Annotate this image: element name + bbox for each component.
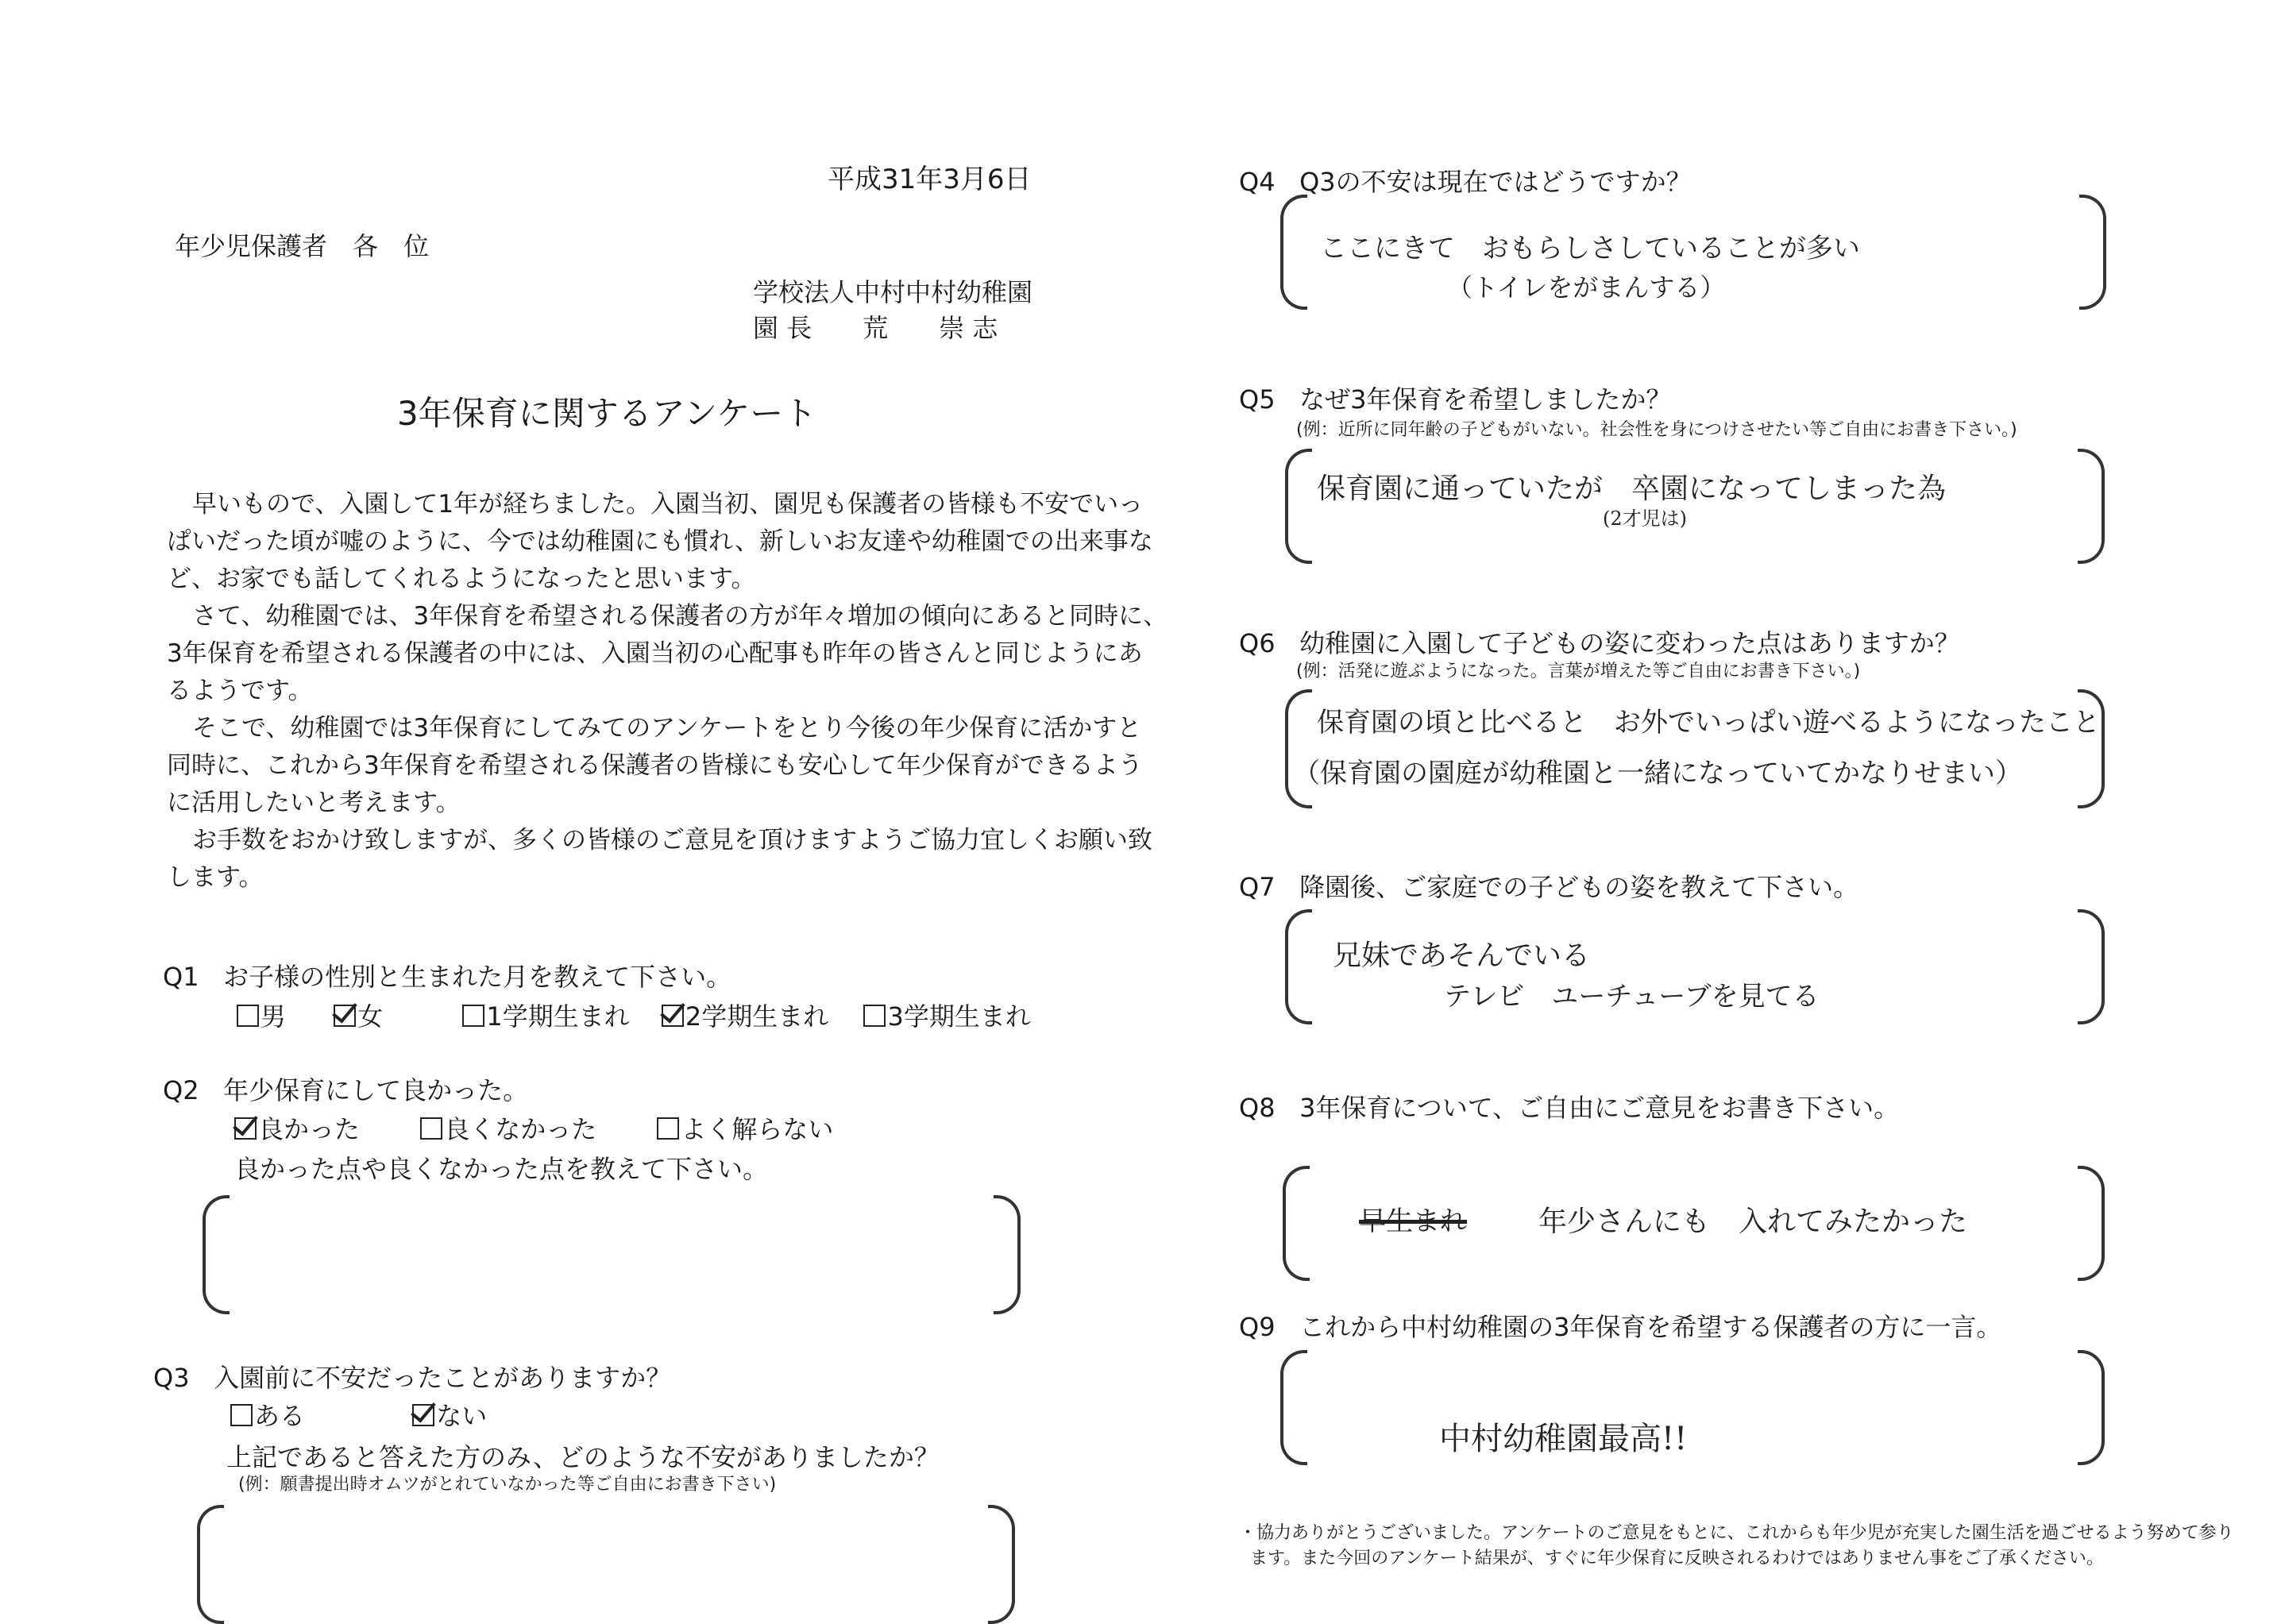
q7-answer-line2: テレビ ユーチューブを見てる	[1444, 981, 1820, 1013]
checkbox-checked-icon	[412, 1404, 434, 1426]
checkbox-icon	[462, 1005, 484, 1027]
q9-question	[1239, 1307, 2001, 1344]
q5-answer-note: (2才児は)	[1603, 507, 1687, 530]
q2-text: 年少保育にして良かった。	[223, 1075, 529, 1105]
q6-answer-line1: 保育園の頃と比べると お外でいっぱい遊べるようになったこと	[1317, 707, 2100, 739]
q8-question	[1239, 1088, 1899, 1124]
q5-answer-box[interactable]	[1285, 449, 2105, 564]
q4-answer-line2: （トイレをがまんする）	[1447, 272, 1726, 303]
bracket-right	[994, 1195, 1021, 1314]
q5-answer-line1: 保育園に通っていたが 卒園になってしまった為	[1317, 473, 1947, 505]
checkbox-icon	[863, 1005, 886, 1027]
intro-line: します。	[167, 863, 264, 892]
q6-answer-box[interactable]	[1285, 689, 2105, 808]
q2-answer-box[interactable]	[203, 1195, 1021, 1314]
bracket-left	[1283, 1166, 1310, 1281]
checkbox-icon	[657, 1117, 679, 1140]
q2-options	[234, 1109, 833, 1146]
q1-option-term3[interactable]: 3学期生まれ	[863, 1001, 1030, 1032]
checkbox-checked-icon	[234, 1117, 257, 1140]
footer-note	[1239, 1521, 2234, 1572]
q3-subquestion: 上記であると答えた方のみ、どのような不安がありましたか？	[226, 1442, 940, 1472]
q7-text: 降園後、ご家庭での子どもの姿を教えて下さい。	[1299, 872, 1859, 902]
q8-answer-box[interactable]	[1283, 1166, 2105, 1281]
footer-line: ます。また今回のアンケート結果が、すぐに年少保育に反映されるわけではありません事をご了承ください。	[1250, 1549, 2104, 1568]
q9-text: これから中村幼稚園の3年保育を希望する保護者の方に一言。	[1299, 1312, 2002, 1342]
q1-option-female[interactable]: 女	[334, 1001, 383, 1032]
intro-text	[167, 486, 1168, 897]
q4-question	[1239, 162, 1692, 199]
q1-option-term2[interactable]: 2学期生まれ	[662, 1001, 828, 1032]
q9-answer: 中村幼稚園最高!!	[1439, 1421, 1688, 1457]
q1-text: お子様の性別と生まれた月を教えて下さい。	[223, 962, 732, 992]
q8-text: 3年保育について、ご自由にご意見をお書き下さい。	[1299, 1093, 1900, 1123]
q7-question	[1239, 867, 1858, 904]
q4-answer-line1: ここにきて おもらしさしていることが多い	[1320, 233, 1860, 264]
intro-line: ど、お家でも話してくれるようになったと思います。	[167, 565, 756, 593]
bracket-right	[2078, 449, 2105, 564]
bracket-left	[1280, 195, 1307, 310]
q7-number: Q7	[1239, 872, 1276, 902]
q9-answer-box[interactable]	[1280, 1350, 2105, 1465]
bracket-right	[2078, 909, 2105, 1024]
q6-example: (例：活発に遊ぶようになった。言葉が増えた等ご自由にお書き下さい。)	[1296, 662, 1861, 681]
bracket-left	[1285, 909, 1312, 1024]
addressee: 年少児保護者 各 位	[175, 231, 430, 261]
checkbox-icon	[230, 1404, 253, 1426]
q2-option-unsure[interactable]: よく解らない	[657, 1114, 833, 1144]
intro-line: 同時に、これから3年保育を希望される保護者の皆様にも安心して年少保育ができるよう	[167, 751, 1143, 780]
q5-example: (例：近所に同年齢の子どもがいない。社会性を身につけさせたい等ご自由にお書き下さい。)	[1296, 420, 2017, 440]
bracket-right	[2078, 1350, 2105, 1465]
q1-option-male[interactable]: 男	[237, 1001, 286, 1032]
bracket-left	[1280, 1350, 1307, 1465]
organization: 学校法人中村中村幼稚園	[753, 277, 1033, 307]
intro-line: 3年保育を希望される保護者の中には、入園当初の心配事も昨年の皆さんと同じようにあ	[167, 639, 1143, 668]
q2-subquestion: 良かった点や良くなかった点を教えて下さい。	[234, 1154, 769, 1184]
q4-answer-box[interactable]	[1280, 195, 2106, 310]
principal: 園 長 荒 崇 志	[753, 313, 998, 343]
q1-option-term1[interactable]: 1学期生まれ	[462, 1001, 629, 1032]
q6-question	[1239, 623, 1960, 660]
q5-question	[1239, 380, 1671, 416]
intro-line: そこで、幼稚園では3年保育にしてみてのアンケートをとり今後の年少保育に活かすと	[192, 714, 1142, 743]
checkbox-icon	[420, 1117, 442, 1140]
q6-number: Q6	[1239, 628, 1276, 658]
q8-answer-line1: 年少さんにも 入れてみたかった	[1538, 1205, 1968, 1238]
q2-number: Q2	[163, 1075, 199, 1105]
q5-number: Q5	[1239, 384, 1276, 415]
q7-answer-box[interactable]	[1285, 909, 2105, 1024]
q8-answer-struck: 早生まれ	[1359, 1205, 1467, 1237]
q5-text: なぜ3年保育を希望しましたか？	[1299, 384, 1672, 415]
q4-text: Q3の不安は現在ではどうですか？	[1299, 167, 1692, 197]
q3-text: 入園前に不安だったことがありますか？	[214, 1363, 672, 1393]
q7-answer-line1: 兄妹であそんでいる	[1333, 939, 1591, 972]
q1-number: Q1	[163, 962, 199, 992]
q6-answer-line2: （保育園の園庭が幼稚園と一緒になっていてかなりせまい）	[1293, 758, 2022, 789]
intro-line: るようです。	[167, 677, 313, 705]
intro-line: お手数をおかけ致しますが、多くの皆様のご意見を頂けますようご協力宜しくお願い致	[192, 826, 1152, 854]
q3-options	[230, 1396, 487, 1433]
bracket-left	[203, 1195, 230, 1314]
bracket-right	[2078, 1166, 2105, 1281]
page-title: 3年保育に関するアンケート	[397, 394, 817, 433]
bracket-left	[1285, 449, 1312, 564]
q3-number: Q3	[153, 1363, 190, 1393]
intro-line: に活用したいと考えます。	[167, 789, 461, 817]
intro-line: さて、幼稚園では、3年保育を希望される保護者の方が年々増加の傾向にあると同時に、	[192, 602, 1168, 631]
q8-number: Q8	[1239, 1093, 1276, 1123]
intro-line: 早いもので、入園して1年が経ちました。入園当初、園児も保護者の皆様も不安でいっ	[192, 490, 1144, 519]
q9-number: Q9	[1239, 1312, 1276, 1342]
q1-question	[163, 957, 731, 993]
q3-option-yes[interactable]: ある	[230, 1401, 305, 1431]
q6-text: 幼稚園に入園して子どもの姿に変わった点はありますか？	[1299, 628, 1960, 658]
date: 平成31年3月6日	[828, 164, 1032, 195]
q2-question	[163, 1070, 528, 1107]
checkbox-checked-icon	[334, 1005, 356, 1027]
q4-number: Q4	[1239, 167, 1276, 197]
checkbox-checked-icon	[662, 1005, 684, 1027]
q1-options	[237, 997, 1031, 1033]
q3-example: (例：願書提出時オムツがとれていなかった等ご自由にお書き下さい)	[238, 1475, 777, 1495]
footer-line: ・協力ありがとうございました。アンケートのご意見をもとに、これからも年少児が充実した園生活を過ごせるよう努めて参り	[1239, 1523, 2234, 1543]
checkbox-icon	[237, 1005, 259, 1027]
q3-question	[153, 1358, 671, 1394]
intro-line: ぱいだった頃が嘘のように、今では幼稚園にも慣れ、新しいお友達や幼稚園での出来事な	[167, 527, 1153, 556]
q2-option-bad[interactable]: 良くなかった	[420, 1114, 596, 1144]
bracket-left	[1285, 689, 1312, 808]
bracket-right	[2079, 195, 2106, 310]
q3-answer-box[interactable]	[197, 1505, 1015, 1624]
q2-option-good[interactable]: 良かった	[234, 1114, 360, 1144]
bracket-left	[197, 1505, 224, 1624]
q3-option-no[interactable]: ない	[412, 1401, 487, 1431]
bracket-right	[988, 1505, 1015, 1624]
